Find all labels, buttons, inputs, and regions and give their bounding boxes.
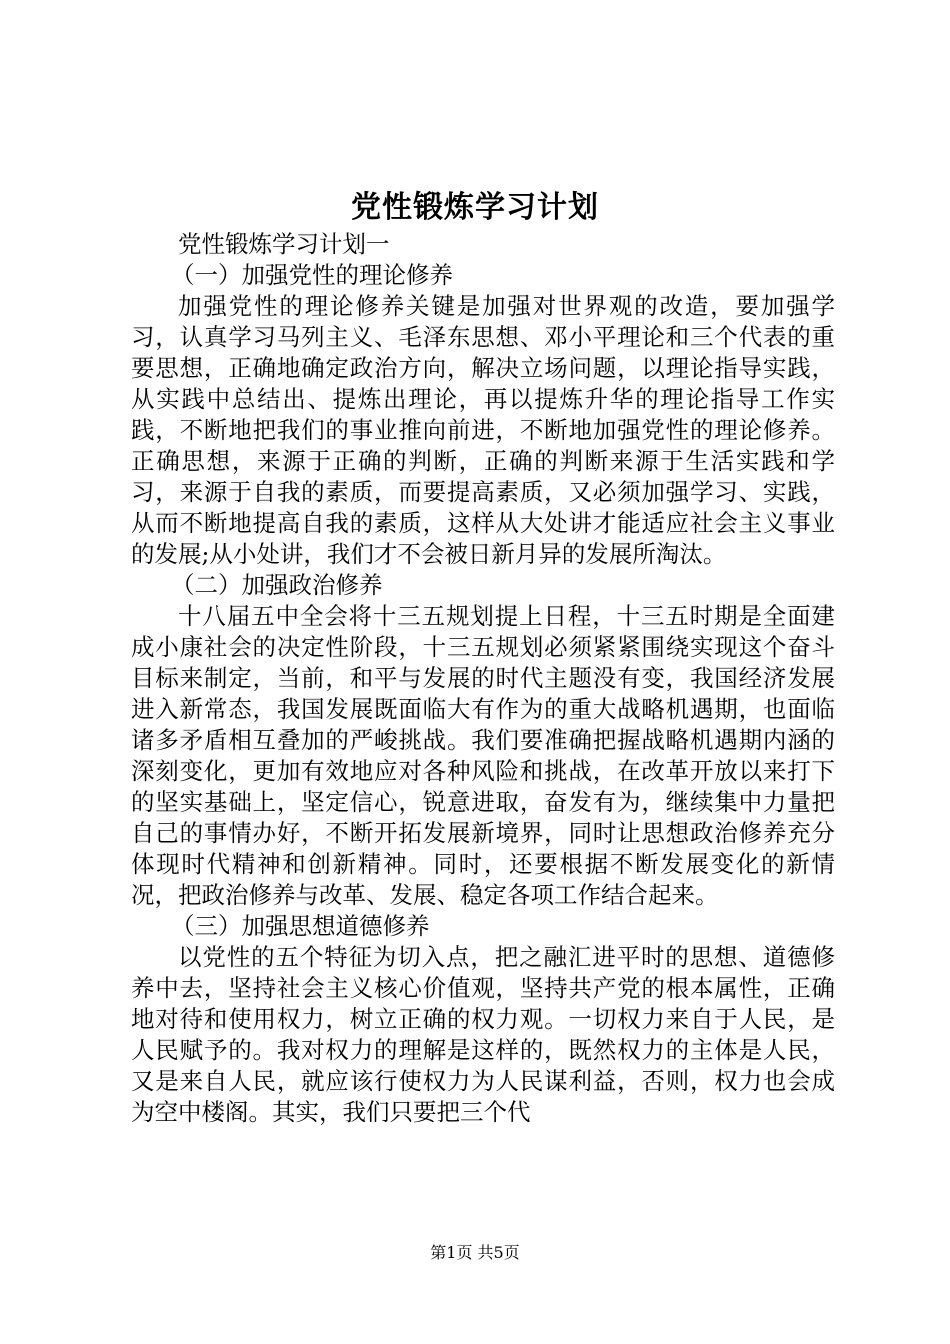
section-paragraph-1: 加强党性的理论修养关键是加强对世界观的改造，要加强学习，认真学习马列主义、毛泽东思想、邓小平理论和三个代表的重要思想，正确地确定政治方向，解决立场问题，以理论指导实践，从实践中总结出、提炼出理论，再以提炼升华的理论指导工作实践，不断地把我们的事业推向前进，不断地加强党性的理论修养。正确思想，来源于正确的判断，正确的判断来源于生活实践和学习，来源于自我的素质，而要提高素质，又必须加强学习、实践，从而不断地提高自我的素质，这样从大处讲才能适应社会主义事业的发展;从小处讲，我们才不会被日新月异的发展所淘汰。: [131, 292, 835, 568]
document-title: 党性锻炼学习计划: [351, 190, 599, 225]
section-paragraph-2: 十八届五中全会将十三五规划提上日程，十三五时期是全面建成小康社会的决定性阶段，十三五规划必须紧紧围绕实现这个奋斗目标来制定，当前，和平与发展的时代主题没有变，我国经济发展进入新常态，我国发展既面临大有作为的重大战略机遇期，也面临诸多矛盾相互叠加的严峻挑战。我们要准确把握战略机遇期内涵的深刻变化，更加有效地应对各种风险和挑战，在改革开放以来打下的坚实基础上，坚定信心，锐意进取，奋发有为，继续集中力量把自己的事情办好，不断开拓发展新境界，同时让思想政治修养充分体现时代精神和创新精神。同时，还要根据不断发展变化的新情况，把政治修养与改革、发展、稳定各项工作结合起来。: [131, 602, 835, 909]
document-body: [131, 229, 835, 1128]
section-heading-2: （二）加强政治修养: [171, 571, 383, 599]
section-heading-1: （一）加强党性的理论修养: [171, 261, 453, 289]
page-number-footer: 第1页 共5页: [430, 1243, 520, 1262]
document-subtitle: 党性锻炼学习计划一: [178, 230, 390, 258]
section-paragraph-3: 以党性的五个特征为切入点，把之融汇进平时的思想、道德修养中去，坚持社会主义核心价值观，坚持共产党的根本属性，正确地对待和使用权力，树立正确的权力观。一切权力来自于人民，是人民赋予的。我对权力的理解是这样的，既然权力的主体是人民，又是来自人民，就应该行使权力为人民谋利益，否则，权力也会成为空中楼阁。其实，我们只要把三个代: [131, 943, 835, 1126]
section-heading-3: （三）加强思想道德修养: [171, 912, 430, 940]
